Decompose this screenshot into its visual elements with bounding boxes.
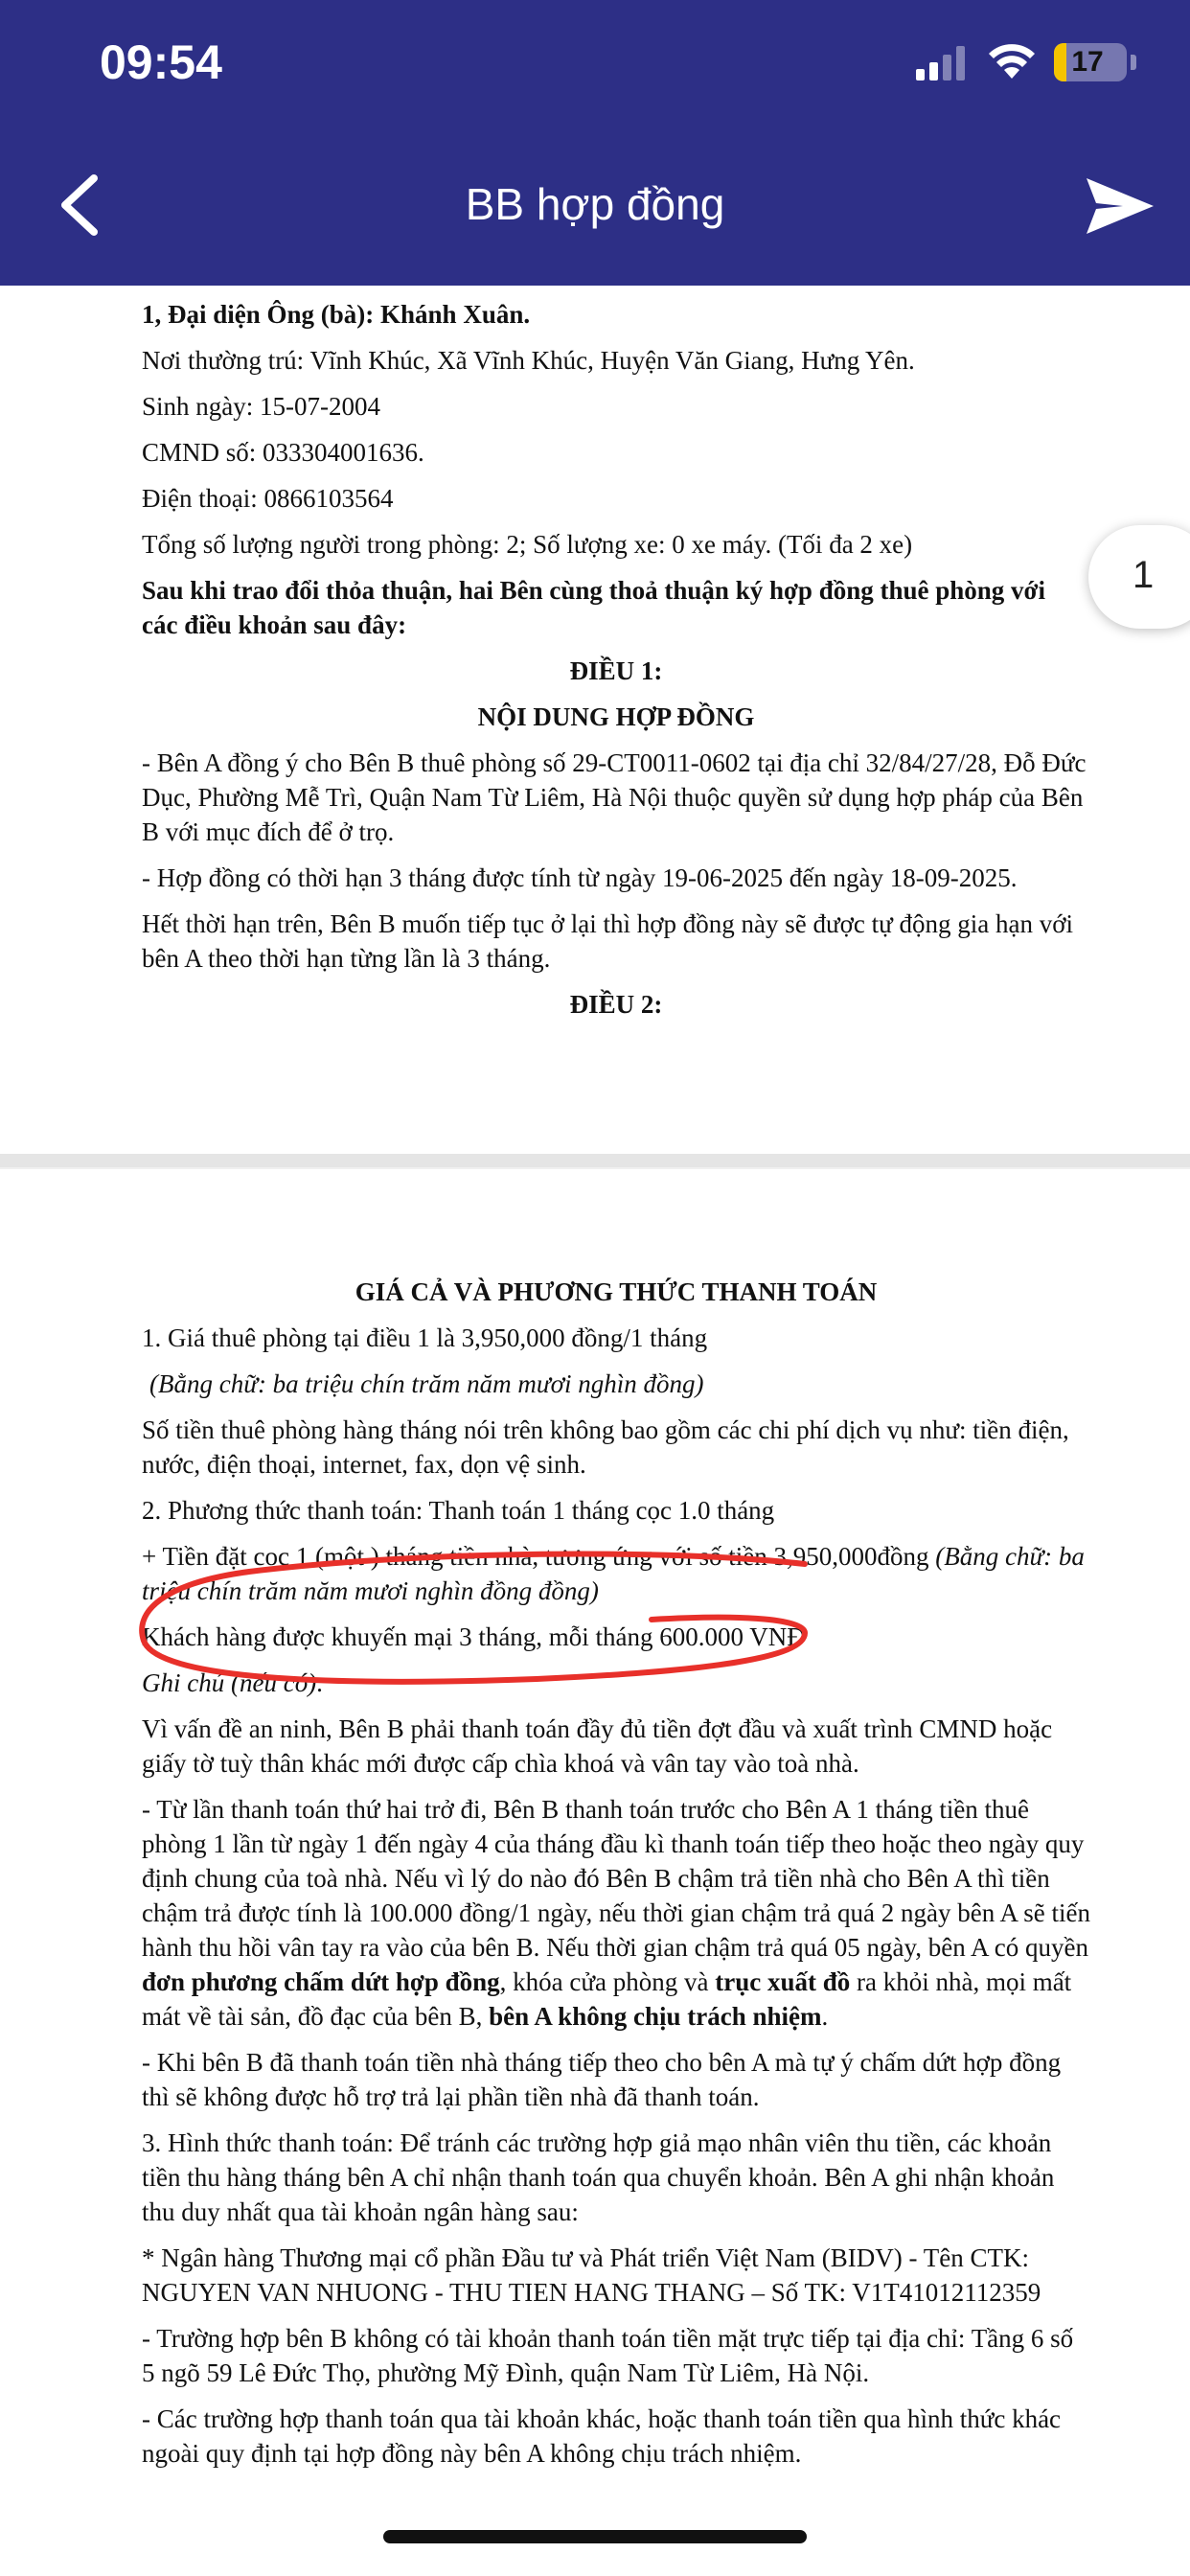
app-header	[0, 0, 1190, 286]
phone-line: Điện thoại: 0866103564	[142, 484, 394, 513]
late-text-f: bên A không chịu trách nhiệm	[489, 2002, 822, 2031]
deposit-line	[142, 1539, 1090, 1608]
excluded-fees: Số tiền thuê phòng hàng tháng nói trên không bao gồm các chi phí dịch vụ như: tiền điện, nước, điện thoại, internet, fax, dọn vệ sinh.	[142, 1415, 1069, 1479]
cash-payment-paragraph: - Trường hợp bên B không có tài khoản thanh toán tiền mặt trực tiếp tại địa chỉ: Tầng 6 số 5 ngõ 59 Lê Đức Thọ, phường Mỹ Đình, quận Nam Từ Liêm, Hà Nội.	[142, 2324, 1074, 2387]
page-number: 1	[1133, 554, 1155, 596]
page-title: BB hợp đồng	[465, 179, 725, 229]
page-divider-edge	[0, 1167, 1190, 1169]
battery-percent: 17	[1071, 46, 1104, 78]
send-button[interactable]	[1085, 174, 1156, 238]
battery-tip	[1131, 55, 1136, 70]
battery-icon	[1054, 43, 1127, 81]
article-1-heading: NỘI DUNG HỢP ĐỒNG	[477, 702, 755, 731]
late-payment-paragraph	[142, 1792, 1090, 2034]
late-text-d: trục xuất đồ	[715, 1967, 851, 1996]
payment-method: 2. Phương thức thanh toán: Thanh toán 1 tháng cọc 1.0 tháng	[142, 1496, 775, 1525]
article-1-paragraph-1: - Bên A đồng ý cho Bên B thuê phòng số 29-CT0011-0602 tại địa chỉ 32/84/27/28, Đỗ Đức Dục, Phường Mễ Trì, Quận Nam Từ Liêm, Hà Nội thuộc quyền sử dụng hợp pháp của Bên B với mục đích để ở trọ.	[142, 748, 1087, 846]
id-line: CMND số: 033304001636.	[142, 438, 424, 467]
dob-line: Sinh ngày: 15-07-2004	[142, 392, 380, 421]
late-text-g: .	[821, 2002, 829, 2031]
occupants-line: Tổng số lượng người trong phòng: 2; Số lượng xe: 0 xe máy. (Tối đa 2 xe)	[142, 530, 913, 559]
representative-name: 1, Đại diện Ông (bà): Khánh Xuân.	[142, 300, 531, 329]
note-label: Ghi chú (nếu có):	[142, 1668, 326, 1697]
late-text-c: , khóa cửa phòng và	[499, 1967, 716, 1996]
address-line: Nơi thường trú: Vĩnh Khúc, Xã Vĩnh Khúc, Huyện Văn Giang, Hưng Yên.	[142, 346, 915, 375]
article-2-title: ĐIỀU 2:	[569, 990, 663, 1019]
payment-form-paragraph: 3. Hình thức thanh toán: Để tránh các trường hợp giả mạo nhân viên thu tiền, các khoản tiền thu hàng tháng bên A chỉ nhận thanh toán qua chuyển khoản. Bên A ghi nhận khoản thu duy nhất qua tài khoản ngân hàng sau:	[142, 2128, 1055, 2226]
other-payment-paragraph: - Các trường hợp thanh toán qua tài khoản khác, hoặc thanh toán tiền qua hình thức khác ngoài quy định tại hợp đồng này bên A không chịu trách nhiệm.	[142, 2404, 1062, 2468]
agreement-paragraph: Sau khi trao đổi thỏa thuận, hai Bên cùng thoả thuận ký hợp đồng thuê phòng với các điều khoản sau đây:	[142, 576, 1045, 639]
termination-paragraph: - Khi bên B đã thanh toán tiền nhà tháng tiếp theo cho bên A mà tự ý chấm dứt hợp đồng thì sẽ không được hỗ trợ trả lại phần tiền nhà đã thanh toán.	[142, 2048, 1062, 2111]
price-in-words: (Bằng chữ: ba triệu chín trăm năm mươi nghìn đồng)	[149, 1369, 704, 1398]
late-text-a: - Từ lần thanh toán thứ hai trở đi, Bên B thanh toán trước cho Bên A 1 tháng tiền thuê phòng 1 lần từ ngày 1 đến ngày 4 của tháng đầu kì thanh toán tiếp theo hoặc theo ngày quy định chung của toà nhà. Nếu vì lý do nào đó Bên B chậm trả tiền nhà cho Bên A thì tiền chậm trả được tính là 100.000 đồng/1 ngày, nếu thời gian chậm trả quá 2 ngày bên A sẽ tiến hành thu hồi vân tay ra vào của bên B. Nếu thời gian chậm trả quá 05 ngày, bên A có quyền	[142, 1795, 1090, 1962]
article-1-paragraph-2: - Hợp đồng có thời hạn 3 tháng được tính từ ngày 19-06-2025 đến ngày 18-09-2025.	[142, 863, 1018, 892]
document-page-1	[142, 297, 1090, 1033]
deposit-amount: + Tiền đặt cọc 1 (một ) tháng tiền nhà, tương ứng với số tiền 3,950,000đồng	[142, 1542, 929, 1571]
deposit-in-words: (Bằng chữ: ba triệu chín trăm năm mươi nghìn đồng đồng)	[142, 1542, 1085, 1605]
late-text-b: đơn phương chấm dứt hợp đồng	[142, 1967, 500, 1996]
article-1-paragraph-3: Hết thời hạn trên, Bên B muốn tiếp tục ở lại thì hợp đồng này sẽ được tự động gia hạn với bên A theo thời hạn từng lần là 3 tháng.	[142, 909, 1073, 973]
late-text-e: ra khỏi nhà, mọi mất mát về tài sản, đồ đạc của bên B,	[142, 1967, 1072, 2031]
pricing-heading: GIÁ CẢ VÀ PHƯƠNG THỨC THANH TOÁN	[355, 1277, 878, 1306]
security-paragraph: Vì vấn đề an ninh, Bên B phải thanh toán đầy đủ tiền đợt đầu và xuất trình CMND hoặc giấy tờ tuỳ thân khác mới được cấp chìa khoá và vân tay vào toà nhà.	[142, 1714, 1053, 1778]
document-page-2	[142, 1275, 1090, 2482]
article-1-title: ĐIỀU 1:	[569, 656, 663, 685]
bank-account-paragraph: * Ngân hàng Thương mại cổ phần Đầu tư và Phát triển Việt Nam (BIDV) - Tên CTK: NGUYEN VAN NHUONG - THU TIEN HANG THANG – Số TK: V1T41012112359	[142, 2243, 1041, 2307]
promotion-line: Khách hàng được khuyến mại 3 tháng, mỗi tháng 600.000 VNĐ	[142, 1622, 806, 1651]
page-indicator[interactable]	[1088, 525, 1190, 629]
status-time: 09:54	[100, 35, 222, 89]
home-indicator[interactable]	[383, 2530, 807, 2543]
page-divider	[0, 1154, 1190, 1167]
wifi-icon	[987, 42, 1037, 80]
price-line: 1. Giá thuê phòng tại điều 1 là 3,950,000 đồng/1 tháng	[142, 1323, 708, 1352]
cellular-signal-icon	[916, 46, 968, 80]
